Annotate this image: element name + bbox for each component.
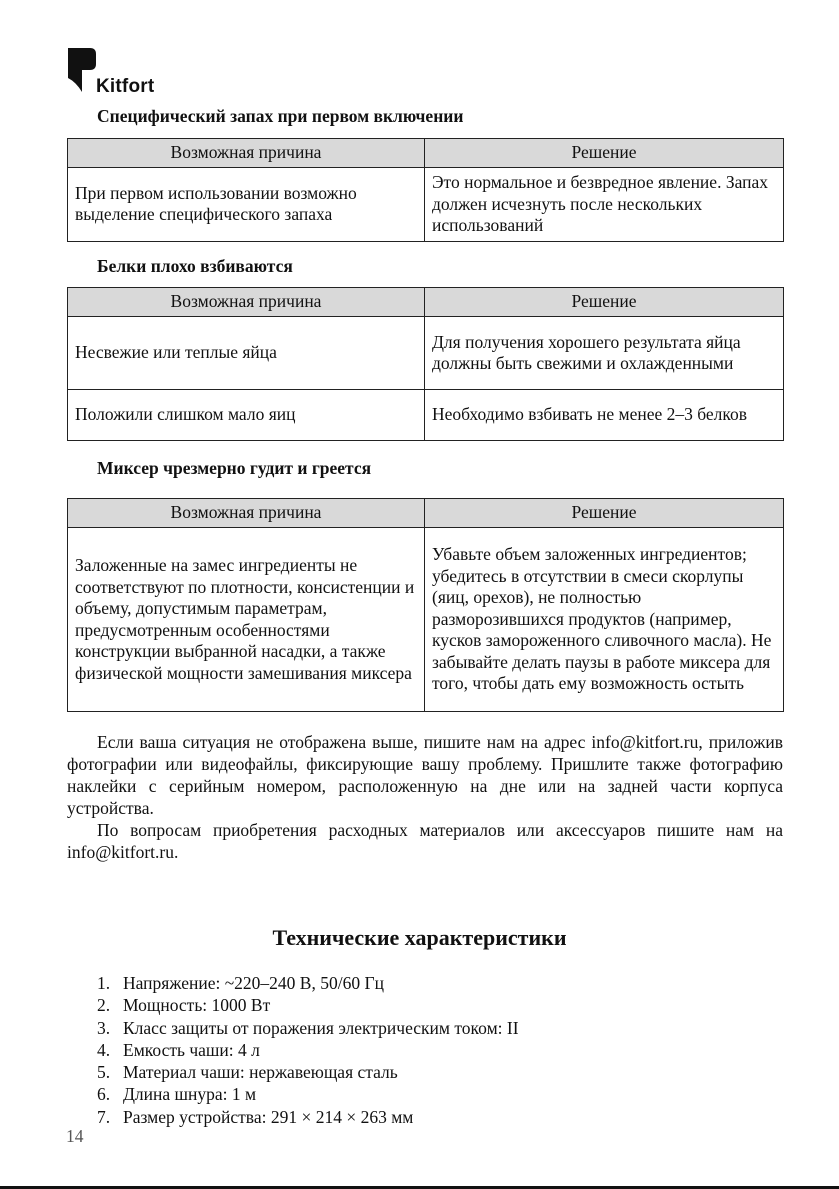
solution-cell: Это нормальное и безвредное явление. Запах должен исчезнуть после нескольких использований	[425, 168, 784, 242]
contact-paragraph: Если ваша ситуация не отображена выше, пишите нам на адрес info@kitfort.ru, приложив фотографии или видеофайлы, фиксирующие вашу проблему. Пришлите также фотографию наклейки с серийным номером, расположенную на дне или на задней части корпуса устройства.	[67, 732, 783, 818]
cause-header: Возможная причина	[68, 288, 425, 317]
table-header-row	[68, 139, 784, 168]
spec-item: 7. Размер устройства: 291 × 214 × 263 мм	[97, 1106, 414, 1127]
spec-text: Размер устройства: 291 × 214 × 263 мм	[123, 1106, 414, 1127]
table-row	[68, 317, 784, 390]
cause-cell: Заложенные на замес ингредиенты не соответствуют по плотности, консистенции и объему, допустимым параметрам, предусмотренным особенностями конструкции выбранной насадки, а также физической мощности замешивания миксера	[68, 528, 425, 712]
spec-text: Длина шнура: 1 м	[123, 1084, 257, 1105]
troubleshooting-table-whites	[67, 287, 784, 441]
spec-item: 3. Класс защиты от поражения электрическим током: II	[97, 1017, 519, 1038]
kitfort-logo	[66, 46, 176, 96]
cause-cell: При первом использовании возможно выделение специфического запаха	[68, 168, 425, 242]
spec-text: Напряжение: ~220–240 В, 50/60 Гц	[123, 973, 384, 993]
spec-item: 4. Емкость чаши: 4 л	[97, 1039, 260, 1060]
spec-text: Класс защиты от поражения электрическим током: II	[123, 1017, 519, 1038]
troubleshooting-table-noise	[67, 498, 784, 712]
accessories-paragraph: По вопросам приобретения расходных материалов или аксессуаров пишите нам на info@kitfort.ru.	[67, 820, 783, 862]
table-row	[68, 390, 784, 441]
section-title-smell: Специфический запах при первом включении	[97, 106, 464, 126]
table-row	[68, 528, 784, 712]
troubleshooting-table-smell	[67, 138, 784, 242]
kitfort-logo-mark-icon	[66, 46, 96, 94]
solution-cell: Для получения хорошего результата яйца должны быть свежими и охлажденными	[425, 317, 784, 390]
spec-item: 5. Материал чаши: нержавеющая сталь	[97, 1062, 398, 1083]
brand-name: Kitfort	[96, 76, 155, 97]
solution-header: Решение	[425, 288, 784, 317]
spec-item: 2. Мощность: 1000 Вт	[97, 995, 271, 1016]
cause-header: Возможная причина	[68, 139, 425, 168]
cause-cell: Положили слишком мало яиц	[68, 390, 425, 441]
section-title-noise: Миксер чрезмерно гудит и греется	[97, 458, 372, 478]
spec-item: 6. Длина шнура: 1 м	[97, 1084, 257, 1105]
cause-header: Возможная причина	[68, 499, 425, 528]
spec-text: Емкость чаши: 4 л	[123, 1039, 260, 1060]
section-title-whites: Белки плохо взбиваются	[97, 256, 293, 276]
solution-header: Решение	[425, 139, 784, 168]
tech-specs-list	[97, 972, 519, 1128]
table-header-row	[68, 499, 784, 528]
solution-header: Решение	[425, 499, 784, 528]
tech-specs-heading: Технические характеристики	[272, 925, 567, 950]
page-number: 14	[66, 1126, 84, 1146]
cause-cell: Несвежие или теплые яйца	[68, 317, 425, 390]
spec-item: 1. Напряжение: ~220–240 В, 50/60 Гц	[97, 973, 384, 993]
solution-cell: Необходимо взбивать не менее 2–3 белков	[425, 390, 784, 441]
solution-cell: Убавьте объем заложенных ингредиентов; убедитесь в отсутствии в смеси скорлупы (яиц, орехов), не полностью разморозившихся продуктов (например, кусков замороженного сливочного масла). Не забывайте делать паузы в работе миксера для того, чтобы дать ему возможность остыть	[425, 528, 784, 712]
spec-text: Мощность: 1000 Вт	[123, 995, 271, 1016]
spec-text: Материал чаши: нержавеющая сталь	[123, 1062, 398, 1083]
table-row	[68, 168, 784, 242]
table-header-row	[68, 288, 784, 317]
